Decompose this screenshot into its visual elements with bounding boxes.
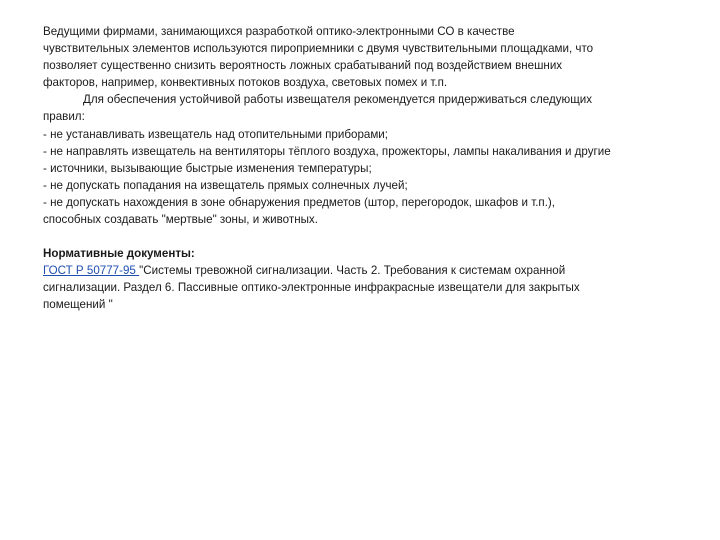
rule-item: - не направлять извещатель на вентиляторы тёплого воздуха, прожекторы, лампы накаливания и другие — [43, 144, 611, 158]
normative-docs-heading: Нормативные документы: — [43, 247, 195, 261]
recommendation-line: Для обеспечения устойчивой работы извещателя рекомендуется придерживаться следующих — [83, 93, 593, 107]
intro-line: чувствительных элементов используются пироприемники с двумя чувствительными площадками, что — [43, 42, 594, 56]
rule-item: - не допускать попадания на извещатель прямых солнечных лучей; — [43, 178, 408, 192]
intro-line: Ведущими фирмами, занимающихся разработкой оптико-электронными СО в качестве — [43, 25, 515, 38]
intro-line: факторов, например, конвективных потоков воздуха, световых помех и т.п. — [43, 76, 448, 90]
spacer — [43, 228, 693, 245]
rule-item: - не допускать нахождения в зоне обнаружения предметов (штор, перегородок, шкафов и т.п.), — [43, 195, 556, 209]
gost-reference-line — [43, 262, 693, 279]
rule-item: - не устанавливать извещатель над отопительными приборами; — [43, 127, 389, 141]
rule-item: - источники, вызывающие быстрые изменения температуры; — [43, 161, 372, 175]
gost-link[interactable]: ГОСТ Р 50777-95 — [43, 264, 140, 278]
document-body — [43, 23, 693, 314]
rule-item: способных создавать "мертвые" зоны, и животных. — [43, 213, 318, 227]
recommendation-line: правил: — [43, 110, 85, 124]
gost-reference-line: помещений " — [43, 298, 113, 312]
gost-reference-line: сигнализации. Раздел 6. Пассивные оптико-электронные инфракрасные извещатели для закрытых — [43, 281, 580, 295]
intro-line: позволяет существенно снизить вероятность ложных срабатываний под воздействием внешних — [43, 59, 563, 73]
gost-title-part: "Системы тревожной сигнализации. Часть 2. Требования к системам охранной — [139, 264, 566, 278]
